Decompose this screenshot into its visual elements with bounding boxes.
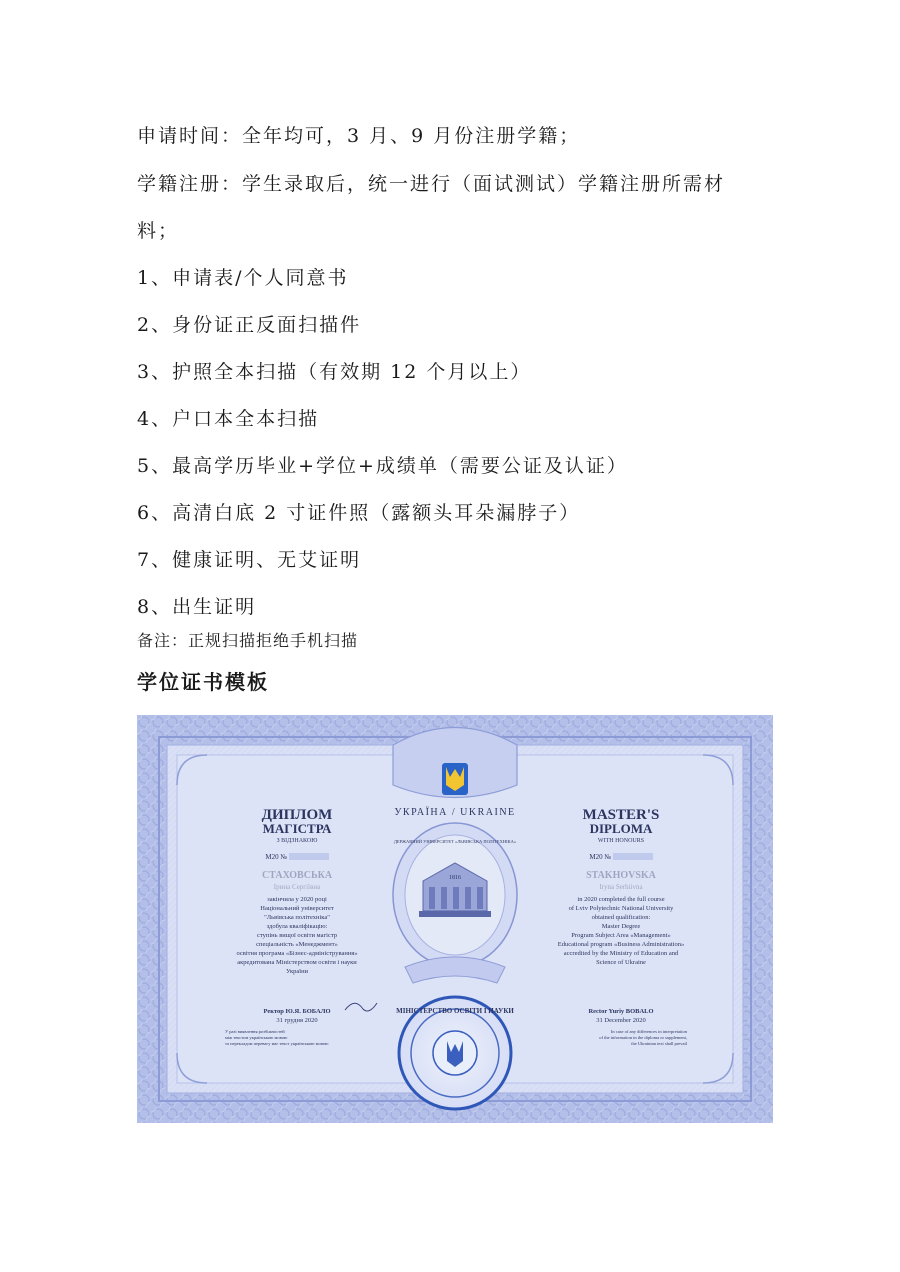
text-line-9: 6、高清白底 2 寸证件照（露额头耳朵漏脖子） bbox=[137, 502, 581, 524]
section-heading: 学位证书模板 bbox=[137, 670, 269, 694]
text-line-6: 3、护照全本扫描（有效期 12 个月以上） bbox=[137, 361, 532, 383]
left-body-5: ступінь вищої освіти магістр bbox=[256, 932, 338, 939]
left-body-2: Національний університет bbox=[260, 905, 334, 912]
left-title-1: ДИПЛОМ bbox=[261, 807, 333, 823]
left-subtitle: З ВІДЗНАКОЮ bbox=[276, 838, 318, 844]
left-number: М20 № bbox=[265, 853, 287, 861]
left-body-1: закінчила у 2020 році bbox=[267, 896, 327, 903]
ministry-seal-icon bbox=[396, 997, 514, 1109]
diploma-artwork bbox=[137, 715, 773, 1123]
left-name-1: СТАХОВСЬКА bbox=[261, 870, 333, 881]
left-body-8: акредитована Міністерством освіти і науки bbox=[237, 959, 357, 966]
right-body-5: Program Subject Area «Management» bbox=[571, 932, 671, 939]
right-name-2: Iryna Serhiivna bbox=[599, 883, 643, 891]
left-date: 31 грудня 2020 bbox=[276, 1017, 318, 1024]
university-emblem-icon bbox=[393, 823, 517, 967]
left-signer: Ректор Ю.Я. БОБАЛО bbox=[263, 1008, 331, 1015]
seal-text: МІНІСТЕРСТВО ОСВІТИ І НАУКИ bbox=[396, 1007, 514, 1015]
diploma-image bbox=[137, 715, 773, 1123]
right-body-8: Science of Ukraine bbox=[596, 959, 646, 966]
right-footnote-1: In case of any differences in interpretation bbox=[610, 1029, 687, 1034]
right-body-7: accredited by the Ministry of Education and bbox=[563, 950, 679, 957]
text-line-10: 7、健康证明、无艾证明 bbox=[137, 549, 362, 571]
right-body-1: in 2020 completed the full course bbox=[577, 896, 665, 903]
left-name-2: Ірина Сергіївна bbox=[273, 883, 321, 891]
left-footnote-1: У разі виявлення розбіжностей bbox=[225, 1029, 285, 1034]
text-line-2: 学籍注册：学生录取后，统一进行（面试测试）学籍注册所需材 bbox=[137, 173, 726, 195]
right-subtitle: WITH HONOURS bbox=[597, 838, 645, 844]
right-footnote-3: the Ukrainian text shall prevail bbox=[631, 1041, 687, 1046]
text-line-11: 8、出生证明 bbox=[137, 596, 257, 618]
right-title-1: MASTER'S bbox=[582, 807, 660, 823]
left-title-2: МАГІСТРА bbox=[262, 821, 332, 836]
emblem-text: ДЕРЖАВНИЙ УНІВЕРСИТЕТ «ЛЬВІВСЬКА ПОЛІТЕХНІКА» bbox=[393, 839, 517, 844]
text-line-7: 4、户口本全本扫描 bbox=[137, 408, 320, 430]
left-footnote-3: та перекладом перевагу має текст українською мовою bbox=[225, 1041, 329, 1046]
text-line-1: 申请时间：全年均可，3 月、9 月份注册学籍； bbox=[137, 125, 581, 147]
text-line-5: 2、身份证正反面扫描件 bbox=[137, 314, 362, 336]
trident-emblem-icon bbox=[393, 728, 517, 798]
left-body-4: здобула кваліфікацію: bbox=[266, 923, 328, 930]
left-body-7: освітня програма «Бізнес-адміністрування» bbox=[236, 950, 358, 957]
left-body-6: спеціальність «Менеджмент» bbox=[256, 941, 338, 948]
left-body-9: України bbox=[285, 968, 309, 975]
text-line-3: 料； bbox=[137, 220, 180, 242]
remark-note: 备注：正规扫描拒绝手机扫描 bbox=[137, 631, 359, 650]
country-title: УКРАЇНА / UKRAINE bbox=[394, 807, 516, 818]
right-body-4: Master Degree bbox=[601, 923, 641, 930]
emblem-year: 1816 bbox=[449, 875, 461, 881]
right-body-6: Educational program «Business Administration» bbox=[557, 941, 685, 948]
right-signer: Rector Yuriy BOBALO bbox=[588, 1008, 654, 1015]
left-body-3: "Львівська політехніка" bbox=[264, 914, 330, 921]
left-footnote-2: між текстом українською мовою bbox=[225, 1035, 288, 1040]
right-date: 31 December 2020 bbox=[596, 1017, 646, 1024]
text-line-8: 5、最高学历毕业+学位+成绩单（需要公证及认证） bbox=[137, 455, 628, 477]
right-footnote-2: of the information in the diploma or supplement, bbox=[599, 1035, 687, 1040]
right-body-2: of Lviv Polytechnic National University bbox=[568, 905, 674, 912]
right-title-2: DIPLOMA bbox=[589, 821, 653, 836]
right-name-1: STAKHOVSKA bbox=[586, 870, 656, 881]
right-body-3: obtained qualification: bbox=[591, 914, 651, 921]
text-line-4: 1、申请表/个人同意书 bbox=[137, 267, 349, 289]
right-number: М20 № bbox=[589, 853, 611, 861]
